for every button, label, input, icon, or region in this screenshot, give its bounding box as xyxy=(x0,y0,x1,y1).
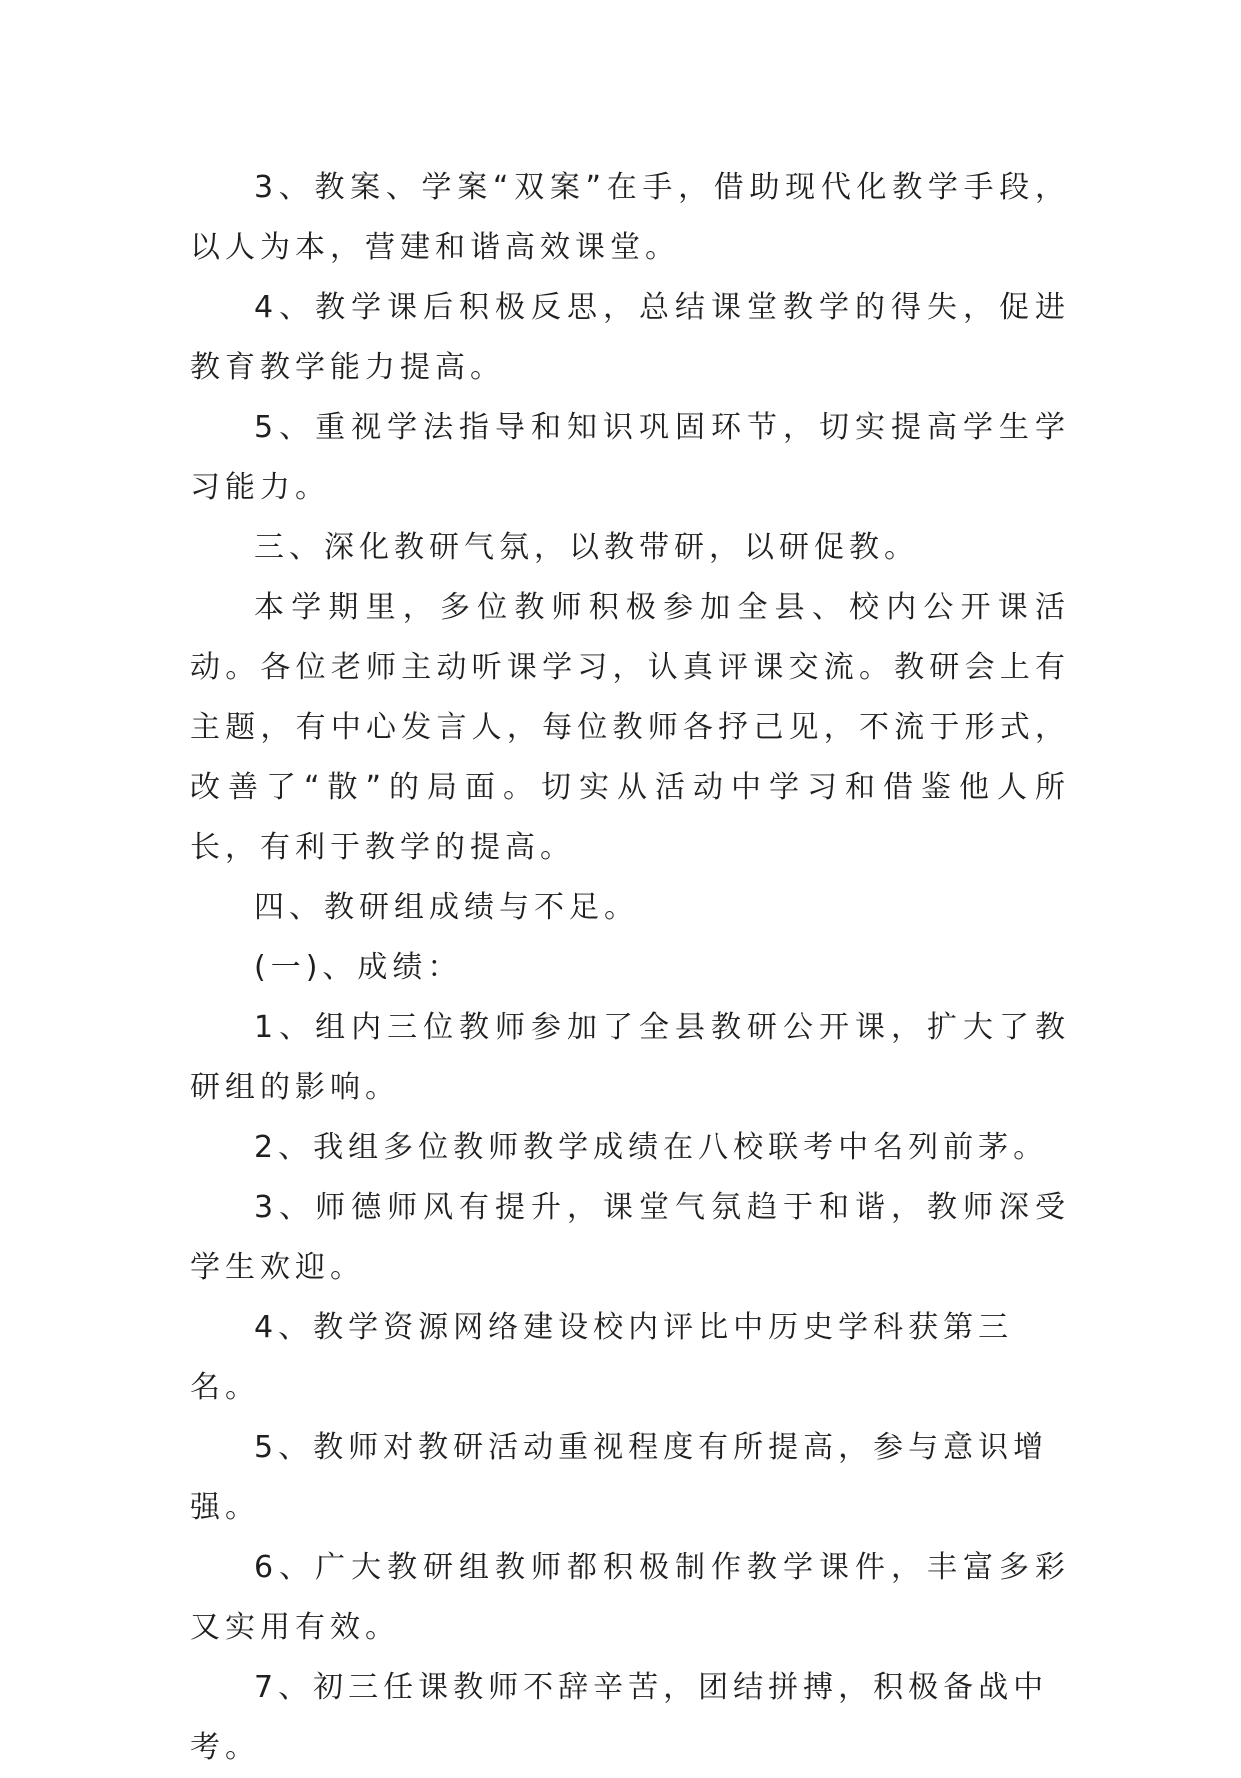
achievement-item-5: 5、教师对教研活动重视程度有所提高，参与意识增强。 xyxy=(190,1430,1049,1525)
section-heading-four: 四、教研组成绩与不足。 xyxy=(254,890,639,925)
paragraph-item-5: 5、重视学法指导和知识巩固环节，切实提高学生学习能力。 xyxy=(190,410,1070,505)
achievement-item-7: 7、初三任课教师不辞辛苦，团结拼搏，积极备战中考。 xyxy=(190,1670,1049,1765)
paragraph-item-4: 4、教学课后积极反思，总结课堂教学的得失，促进教育教学能力提高。 xyxy=(190,290,1070,385)
achievement-item-1: 1、组内三位教师参加了全县教研公开课，扩大了教研组的影响。 xyxy=(190,1010,1070,1105)
achievement-item-3: 3、师德师风有提升，课堂气氛趋于和谐，教师深受学生欢迎。 xyxy=(190,1190,1070,1285)
section-paragraph: 本学期里，多位教师积极参加全县、校内公开课活动。各位老师主动听课学习，认真评课交流。教研会上有主题，有中心发言人，每位教师各抒己见，不流于形式，改善了“散”的局面。切实从活动中学习和借鉴他人所长，有利于教学的提高。 xyxy=(190,590,1070,865)
paragraph-item-3: 3、教案、学案“双案”在手，借助现代化教学手段，以人为本，营建和谐高效课堂。 xyxy=(190,170,1070,265)
subheading-achievements: (一)、成绩： xyxy=(254,950,463,985)
document-body xyxy=(190,158,1070,1778)
achievement-item-6: 6、广大教研组教师都积极制作教学课件，丰富多彩又实用有效。 xyxy=(190,1550,1070,1645)
achievement-item-4: 4、教学资源网络建设校内评比中历史学科获第三名。 xyxy=(190,1310,1014,1405)
section-heading-three: 三、深化教研气氛，以教带研，以研促教。 xyxy=(254,530,919,565)
achievement-item-2: 2、我组多位教师教学成绩在八校联考中名列前茅。 xyxy=(254,1130,1049,1165)
